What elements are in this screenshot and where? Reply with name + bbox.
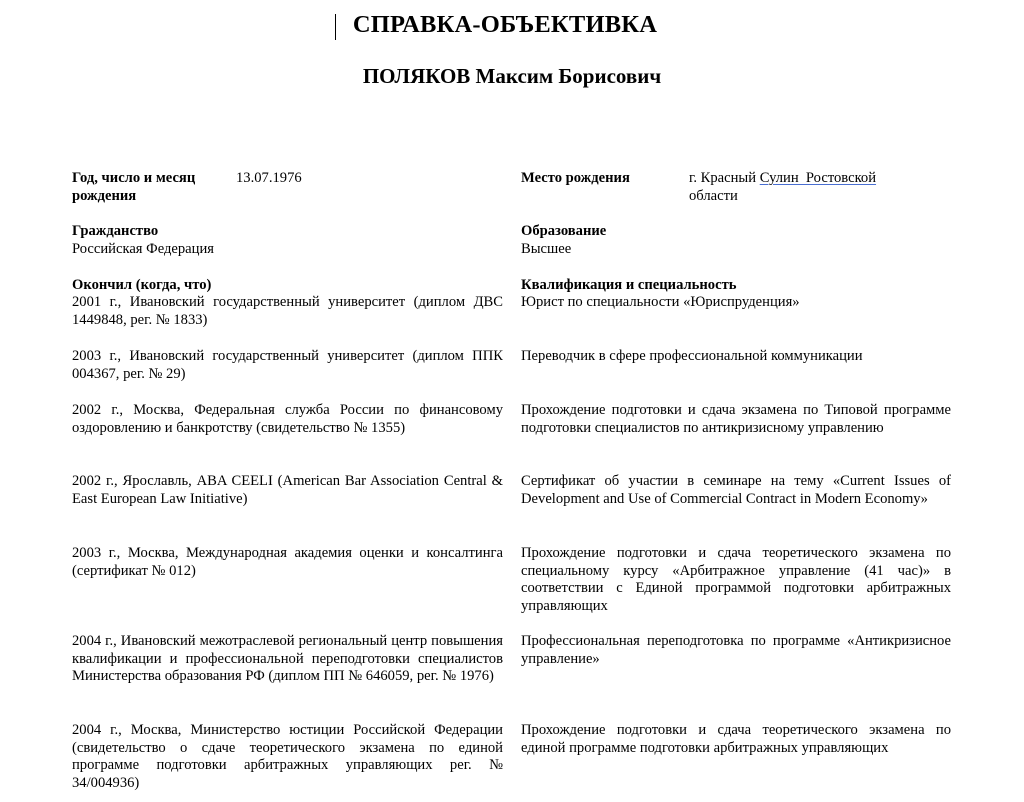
- birthplace-prefix: г. Красный: [689, 170, 760, 186]
- birthplace-suffix: области: [689, 187, 738, 204]
- education-entry-4-institution: 2002 г., Ярославль, ABA CEELI (American Bar Association Central & East European Law Initiative): [72, 473, 503, 507]
- citizenship-value: Российская Федерация: [72, 241, 214, 257]
- education-entry-1-institution: 2001 г., Ивановский государственный университет (диплом ДВС 1449848, рег. № 1833): [72, 294, 503, 328]
- birthplace-label: Место рождения: [521, 170, 630, 186]
- birthplace-value: [689, 170, 919, 205]
- education-entry-3-institution: 2002 г., Москва, Федеральная служба России по финансовому оздоровлению и банкротству (свидетельство № 1355): [72, 402, 503, 436]
- education-entry-6-qualification: Профессиональная переподготовка по программе «Антикризисное управление»: [521, 633, 951, 667]
- education-entry-5-qualification: Прохождение подготовки и сдача теоретического экзамена по специальному курсу «Арбитражное управление (41 час)» в соответствии с Единой программой подготовки арбитражных управляющих: [521, 545, 951, 614]
- person-name: ПОЛЯКОВ Максим Борисович: [362, 64, 662, 88]
- education-entry-7-institution: 2004 г., Москва, Министерство юстиции Российской Федерации (свидетельство о сдаче теоретического экзамена по единой программе подготовки арбитражных управляющих рег. № 34/004936): [72, 722, 503, 791]
- education-value: Высшее: [521, 241, 572, 257]
- education-entry-6-institution: 2004 г., Ивановский межотраслевой региональный центр повышения квалификации и профессиональной переподготовки специалистов Министерства образования РФ (диплом ПП № 646059, рег. № 1976): [72, 633, 503, 685]
- birth-date-value: 13.07.1976: [236, 170, 302, 186]
- education-entry-2-institution: 2003 г., Ивановский государственный университет (диплом ППК 004367, рег. № 29): [72, 348, 503, 382]
- education-entry-4-qualification: Сертификат об участии в семинаре на тему «Current Issues of Development and Use of Commercial Contract in Modern Economy»: [521, 473, 951, 507]
- spellcheck-underlined-text: Сулин Ростовской: [759, 170, 877, 186]
- education-entry-2-qualification: Переводчик в сфере профессиональной коммуникации: [521, 348, 863, 364]
- education-entry-3-qualification: Прохождение подготовки и сдача экзамена по Типовой программе подготовки специалистов по антикризисному управлению: [521, 402, 951, 436]
- graduated-label: Окончил (когда, что): [72, 277, 212, 293]
- citizenship-label: Гражданство: [72, 223, 159, 239]
- document-title: СПРАВКА-ОБЪЕКТИВКА: [352, 11, 658, 38]
- education-entry-7-qualification: Прохождение подготовки и сдача теоретического экзамена по единой программе подготовки арбитражных управляющих: [521, 722, 951, 756]
- education-entry-1-qualification: Юрист по специальности «Юриспруденция»: [521, 294, 800, 310]
- education-label: Образование: [521, 223, 607, 239]
- qualification-label: Квалификация и специальность: [521, 277, 737, 293]
- education-entry-5-institution: 2003 г., Москва, Международная академия оценки и консалтинга (сертификат № 012): [72, 545, 503, 579]
- birth-date-label: Год, число и месяц рождения: [72, 170, 196, 204]
